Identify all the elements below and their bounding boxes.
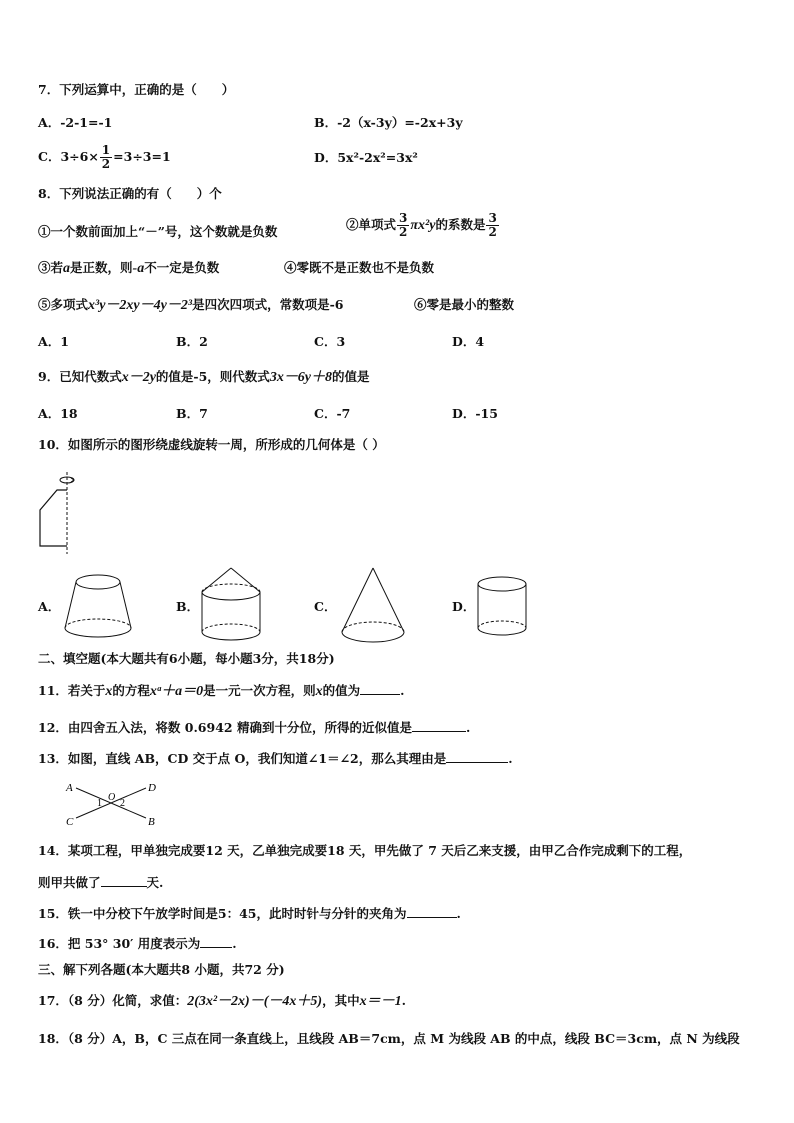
q7-c-den: 2 [101,157,111,171]
q11-end: . [400,683,405,698]
q8-option-c: C．3 [314,334,346,349]
q8-s2-pre: ②单项式 [346,217,397,232]
q13-label-a: A [66,782,73,794]
q11-mid-2: 是一元一次方程，则 [203,683,316,698]
q8-s2-cden: 2 [488,225,497,239]
q15-text: 15．铁一中分校下午放学时间是5：45，此时时针与分针的夹角为 [38,906,407,921]
q8-statement-2 [346,212,500,239]
q13 [38,749,513,768]
q7-c-pre: C．3÷6× [38,149,99,164]
q12-text: 12．由四舍五入法，将数 0.6942 精确到十分位，所得的近似值是 [38,720,412,735]
q9-expr-1: x－2y [121,370,156,385]
q12-end: . [465,720,471,735]
q10-option-a: A． [38,599,61,614]
q17-end: . [401,993,406,1008]
q9-option-b: B．7 [176,406,208,421]
q10-stem: 10．如图所示的图形绕虚线旋转一周，所形成的几何体是（ ） [38,437,385,452]
q10-option-b: B． [176,599,200,614]
q13-label-c: C [66,816,74,828]
q10-rotation-figure [36,470,86,555]
cylinder-figure [476,574,528,638]
q8-s5-post: 是四次四项式，常数项是-6 [192,297,344,312]
q8-s2-expr: πx²y [410,218,436,233]
q7-c-num: 1 [101,143,111,157]
q13-end: . [508,751,513,766]
q8-stem: 8．下列说法正确的有（ ）个 [38,186,222,201]
q16-end: . [232,936,237,951]
q13-answer-blank [446,749,508,763]
q8-statement-3 [38,259,219,278]
q9-post: 的值是 [332,369,370,384]
q14-line-2 [38,873,163,892]
q17-mid: ，其中 [322,993,360,1008]
q8-option-d: D．4 [452,334,485,349]
q7-c-post: =3÷3=1 [113,149,171,164]
q14-line-1: 14．某项工程，甲单独完成要12 天，乙单独完成要18 天，甲先做了 7 天后乙来支援，由甲乙合作完成剩下的工程， [38,843,692,858]
q11-pre: 11．若关于 [38,683,106,698]
q13-label-1: 1 [97,798,102,809]
q13-intersecting-lines-figure [64,778,164,828]
q7-c-fraction [100,144,112,171]
q8-s2-fraction [397,212,409,239]
cylinder-cone-figure [200,566,262,644]
q10-option-c: C． [314,599,337,614]
q11-equation: xᵃ＋a＝0 [149,684,204,699]
q15 [38,904,461,923]
q13-label-d: D [148,782,156,794]
q10-option-d: D． [452,599,476,614]
q11-var-1: x [105,684,113,699]
q9-option-c: C．-7 [314,406,351,421]
q13-label-2: 2 [120,798,125,809]
q18-line-1: 18．（8 分）A，B，C 三点在同一条直线上，且线段 AB＝7cm，点 M 为线段 AB 的中点，线段 BC＝3cm，点 N 为线段 [38,1031,740,1046]
q7-option-c [38,144,171,171]
q8-s3-mid: 是正数，则 [70,260,133,275]
q15-end: . [456,906,461,921]
q9-pre: 9．已知代数式 [38,369,122,384]
q7-option-a: A．-2-1=-1 [38,115,113,130]
q8-statement-4: ④零既不是正数也不是负数 [284,260,435,275]
q13-label-b: B [148,816,155,828]
q17-pre: 17．（8 分）化简，求值： [38,993,188,1008]
q11-var-2: x [315,684,323,699]
frustum-figure [62,572,134,640]
q9-stem [38,368,370,387]
q11-post: 的值为 [322,683,361,698]
q13-label-o: O [108,792,116,803]
q16 [38,934,237,953]
q8-s5-pre: ⑤多项式 [38,297,89,312]
q8-s2-coef-fraction [486,212,498,239]
q8-s3-neg-var: -a [132,261,145,276]
q8-s3-var: a [63,261,71,276]
q8-option-b: B．2 [176,334,208,349]
q15-answer-blank [407,904,457,918]
q8-s2-num: 3 [399,211,408,225]
q9-mid: 的值是-5，则代数式 [155,369,270,384]
q11-mid-1: 的方程 [112,683,150,698]
q12-answer-blank [412,718,466,732]
q9-option-d: D．-15 [452,406,498,421]
q7-option-d: D．5x²-2x²=3x² [314,150,418,165]
q7-stem: 7．下列运算中，正确的是（ ） [38,82,235,97]
q14-post: 天. [146,875,164,890]
q8-s5-expr: x³y－2xy－4y－2³ [88,298,193,313]
q14-pre: 则甲共做了 [38,875,101,890]
section-2-heading: 二、填空题(本大题共有6小题，每小题3分，共18分) [38,651,335,666]
section-3-heading: 三、解下列各题(本大题共8 小题，共72 分) [38,962,285,977]
q14-answer-blank [101,873,147,887]
q17-expression: 2(3x²－2x)－(－4x＋5) [187,994,323,1009]
q8-option-a: A．1 [38,334,69,349]
q12 [38,718,470,737]
q9-expr-2: 3x－6y＋8 [269,370,333,385]
q8-s3-pre: ③若 [38,260,64,275]
cone-figure [340,566,406,646]
q8-s2-cnum: 3 [488,211,497,225]
q17 [38,992,406,1011]
q17-value: x＝－1 [359,994,402,1009]
q11-answer-blank [360,681,400,695]
q13-text: 13．如图，直线 AB，CD 交于点 O，我们知道∠1＝∠2，那么其理由是 [38,751,447,766]
q16-answer-blank [200,934,232,948]
q8-statement-1: ①一个数前面加上“－”号，这个数就是负数 [38,224,278,239]
q8-statement-6: ⑥零是最小的整数 [414,297,515,312]
q8-s2-den: 2 [399,225,408,239]
q8-statement-5 [38,296,343,315]
q11 [38,681,405,701]
q9-option-a: A．18 [38,406,78,421]
q8-s2-mid: 的系数是 [435,217,486,232]
q16-text: 16．把 53° 30′ 用度表示为 [38,936,201,951]
q7-option-b: B．-2（x-3y）=-2x+3y [314,115,463,130]
q8-s3-post: 不一定是负数 [144,260,220,275]
